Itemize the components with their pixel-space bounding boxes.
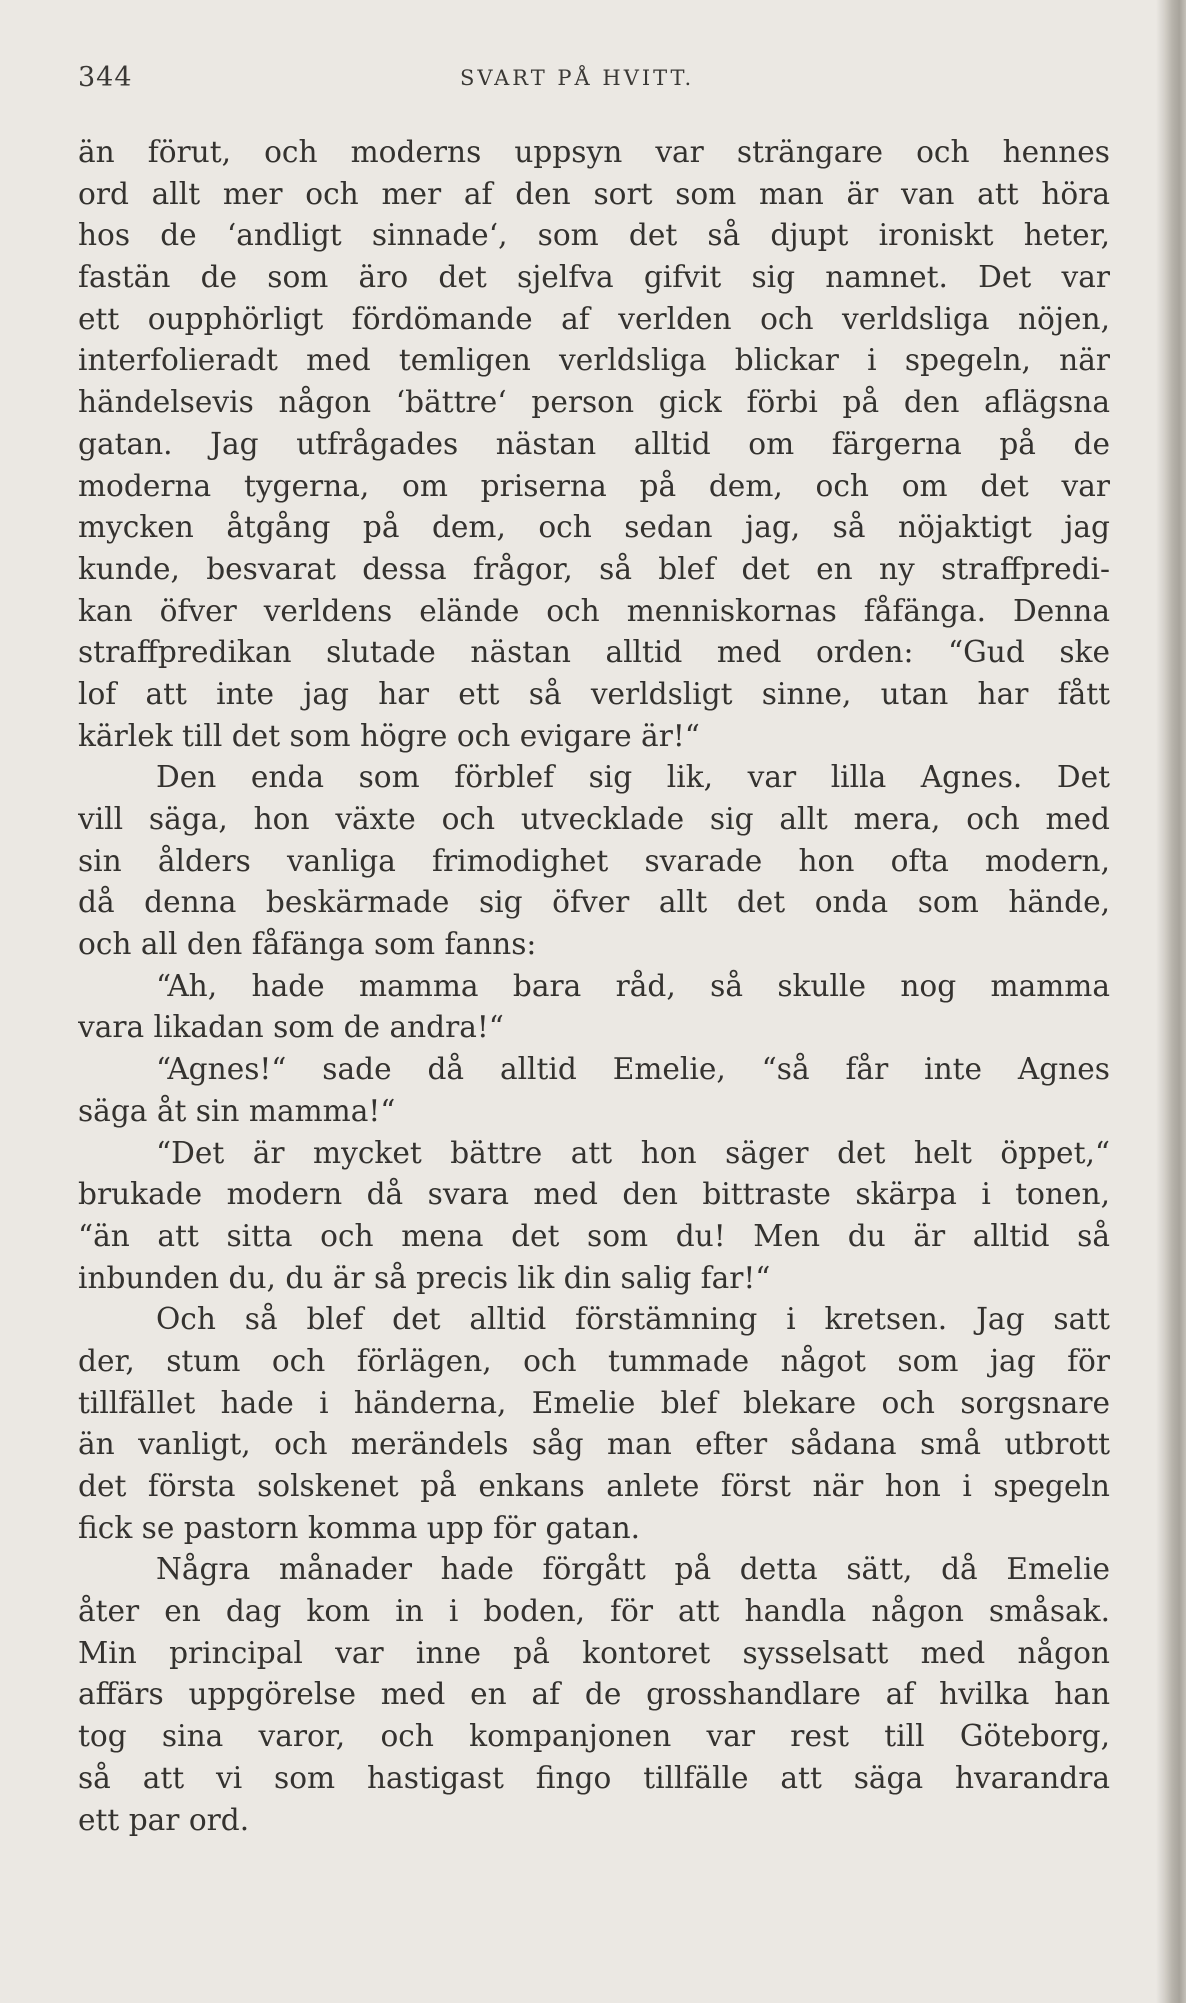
text-line: fick se pastorn komma upp för gatan. — [78, 1510, 641, 1545]
text-line: “än att sitta och mena det som du! Men du är alltid så — [78, 1218, 1110, 1253]
text-line: Och så blef det alltid förstämning i kretsen. Jag satt — [156, 1302, 1110, 1337]
text-line: så att vi som hastigast fingo tillfälle att säga hvarandra — [78, 1760, 1110, 1795]
text-line: vara likadan som de andra!“ — [78, 1010, 504, 1045]
text-line: affärs uppgörelse med en af de grosshandlare af hvilka han — [78, 1677, 1110, 1712]
body-text — [78, 132, 1110, 1841]
text-line: mycken åtgång på dem, och sedan jag, så nöjaktigt jag — [78, 510, 1110, 545]
text-line: der, stum och förlägen, och tummade något som jag för — [78, 1343, 1110, 1378]
text-line: kärlek till det som högre och evigare är!“ — [78, 718, 700, 753]
text-line: “Ah, hade mamma bara råd, så skulle nog mamma — [156, 968, 1110, 1003]
running-title: SVART PÅ HVITT. — [460, 66, 695, 90]
text-line: straffpredikan slutade nästan alltid med orden: “Gud ske — [78, 635, 1110, 670]
text-line: tog sina varor, och kompanjonen var rest till Göteborg, — [78, 1719, 1110, 1754]
running-head — [78, 62, 1106, 102]
text-line: kunde, besvarat dessa frågor, så blef det en ny straffpredi- — [78, 551, 1110, 586]
text-line: Några månader hade förgått på detta sätt, då Emelie — [156, 1552, 1110, 1587]
text-line: Den enda som förblef sig lik, var lilla Agnes. Det — [156, 760, 1110, 795]
text-line: ett oupphörligt fördömande af verlden och verldsliga nöjen, — [78, 301, 1110, 336]
text-line: än förut, och moderns uppsyn var strängare och hennes — [78, 135, 1110, 169]
page-edge — [1164, 0, 1186, 2003]
text-line: ord allt mer och mer af den sort som man är van att höra — [78, 176, 1110, 211]
text-line: händelsevis någon ‘bättre‘ person gick förbi på den aflägsna — [78, 385, 1110, 420]
text-line: säga åt sin mamma!“ — [78, 1093, 396, 1128]
text-line: Min principal var inne på kontoret sysselsatt med någon — [78, 1635, 1110, 1670]
text-line: interfolieradt med temligen verldsliga blickar i spegeln, när — [78, 343, 1110, 378]
text-line: “Det är mycket bättre att hon säger det helt öppet,“ — [156, 1135, 1110, 1170]
text-line: hos de ‘andligt sinnade‘, som det så djupt ironiskt heter, — [78, 218, 1110, 253]
text-line: det första solskenet på enkans anlete först när hon i spegeln — [78, 1469, 1110, 1503]
text-line: vill säga, hon växte och utvecklade sig allt mera, och med — [78, 802, 1110, 836]
text-line: än vanligt, och merändels såg man efter sådana små utbrott — [78, 1427, 1110, 1462]
page-number: 344 — [78, 62, 133, 93]
text-line: lof att inte jag har ett så verldsligt sinne, utan har fått — [78, 676, 1110, 711]
text-line: ett par ord. — [78, 1802, 250, 1837]
text-line: fastän de som äro det sjelfva gifvit sig namnet. Det var — [78, 260, 1110, 295]
text-line: brukade modern då svara med den bittraste skärpa i tonen, — [78, 1177, 1110, 1212]
text-line: sin ålders vanliga frimodighet svarade hon ofta modern, — [78, 843, 1110, 878]
text-line: moderna tygerna, om priserna på dem, och om det var — [78, 468, 1110, 503]
text-line: inbunden du, du är så precis lik din salig far!“ — [78, 1260, 771, 1295]
text-line: gatan. Jag utfrågades nästan alltid om färgerna på de — [78, 426, 1110, 461]
text-line: åter en dag kom in i boden, för att handla någon småsak. — [78, 1594, 1110, 1629]
page-gutter-shadow — [1156, 0, 1164, 2003]
text-line: tillfället hade i händerna, Emelie blef blekare och sorgsnare — [78, 1385, 1110, 1420]
text-line: då denna beskärmade sig öfver allt det onda som hände, — [78, 885, 1110, 920]
text-line: och all den fåfänga som fanns: — [78, 927, 537, 962]
text-line: “Agnes!“ sade då alltid Emelie, “så får inte Agnes — [156, 1052, 1110, 1087]
text-line: kan öfver verldens elände och menniskornas fåfänga. Denna — [78, 593, 1110, 628]
